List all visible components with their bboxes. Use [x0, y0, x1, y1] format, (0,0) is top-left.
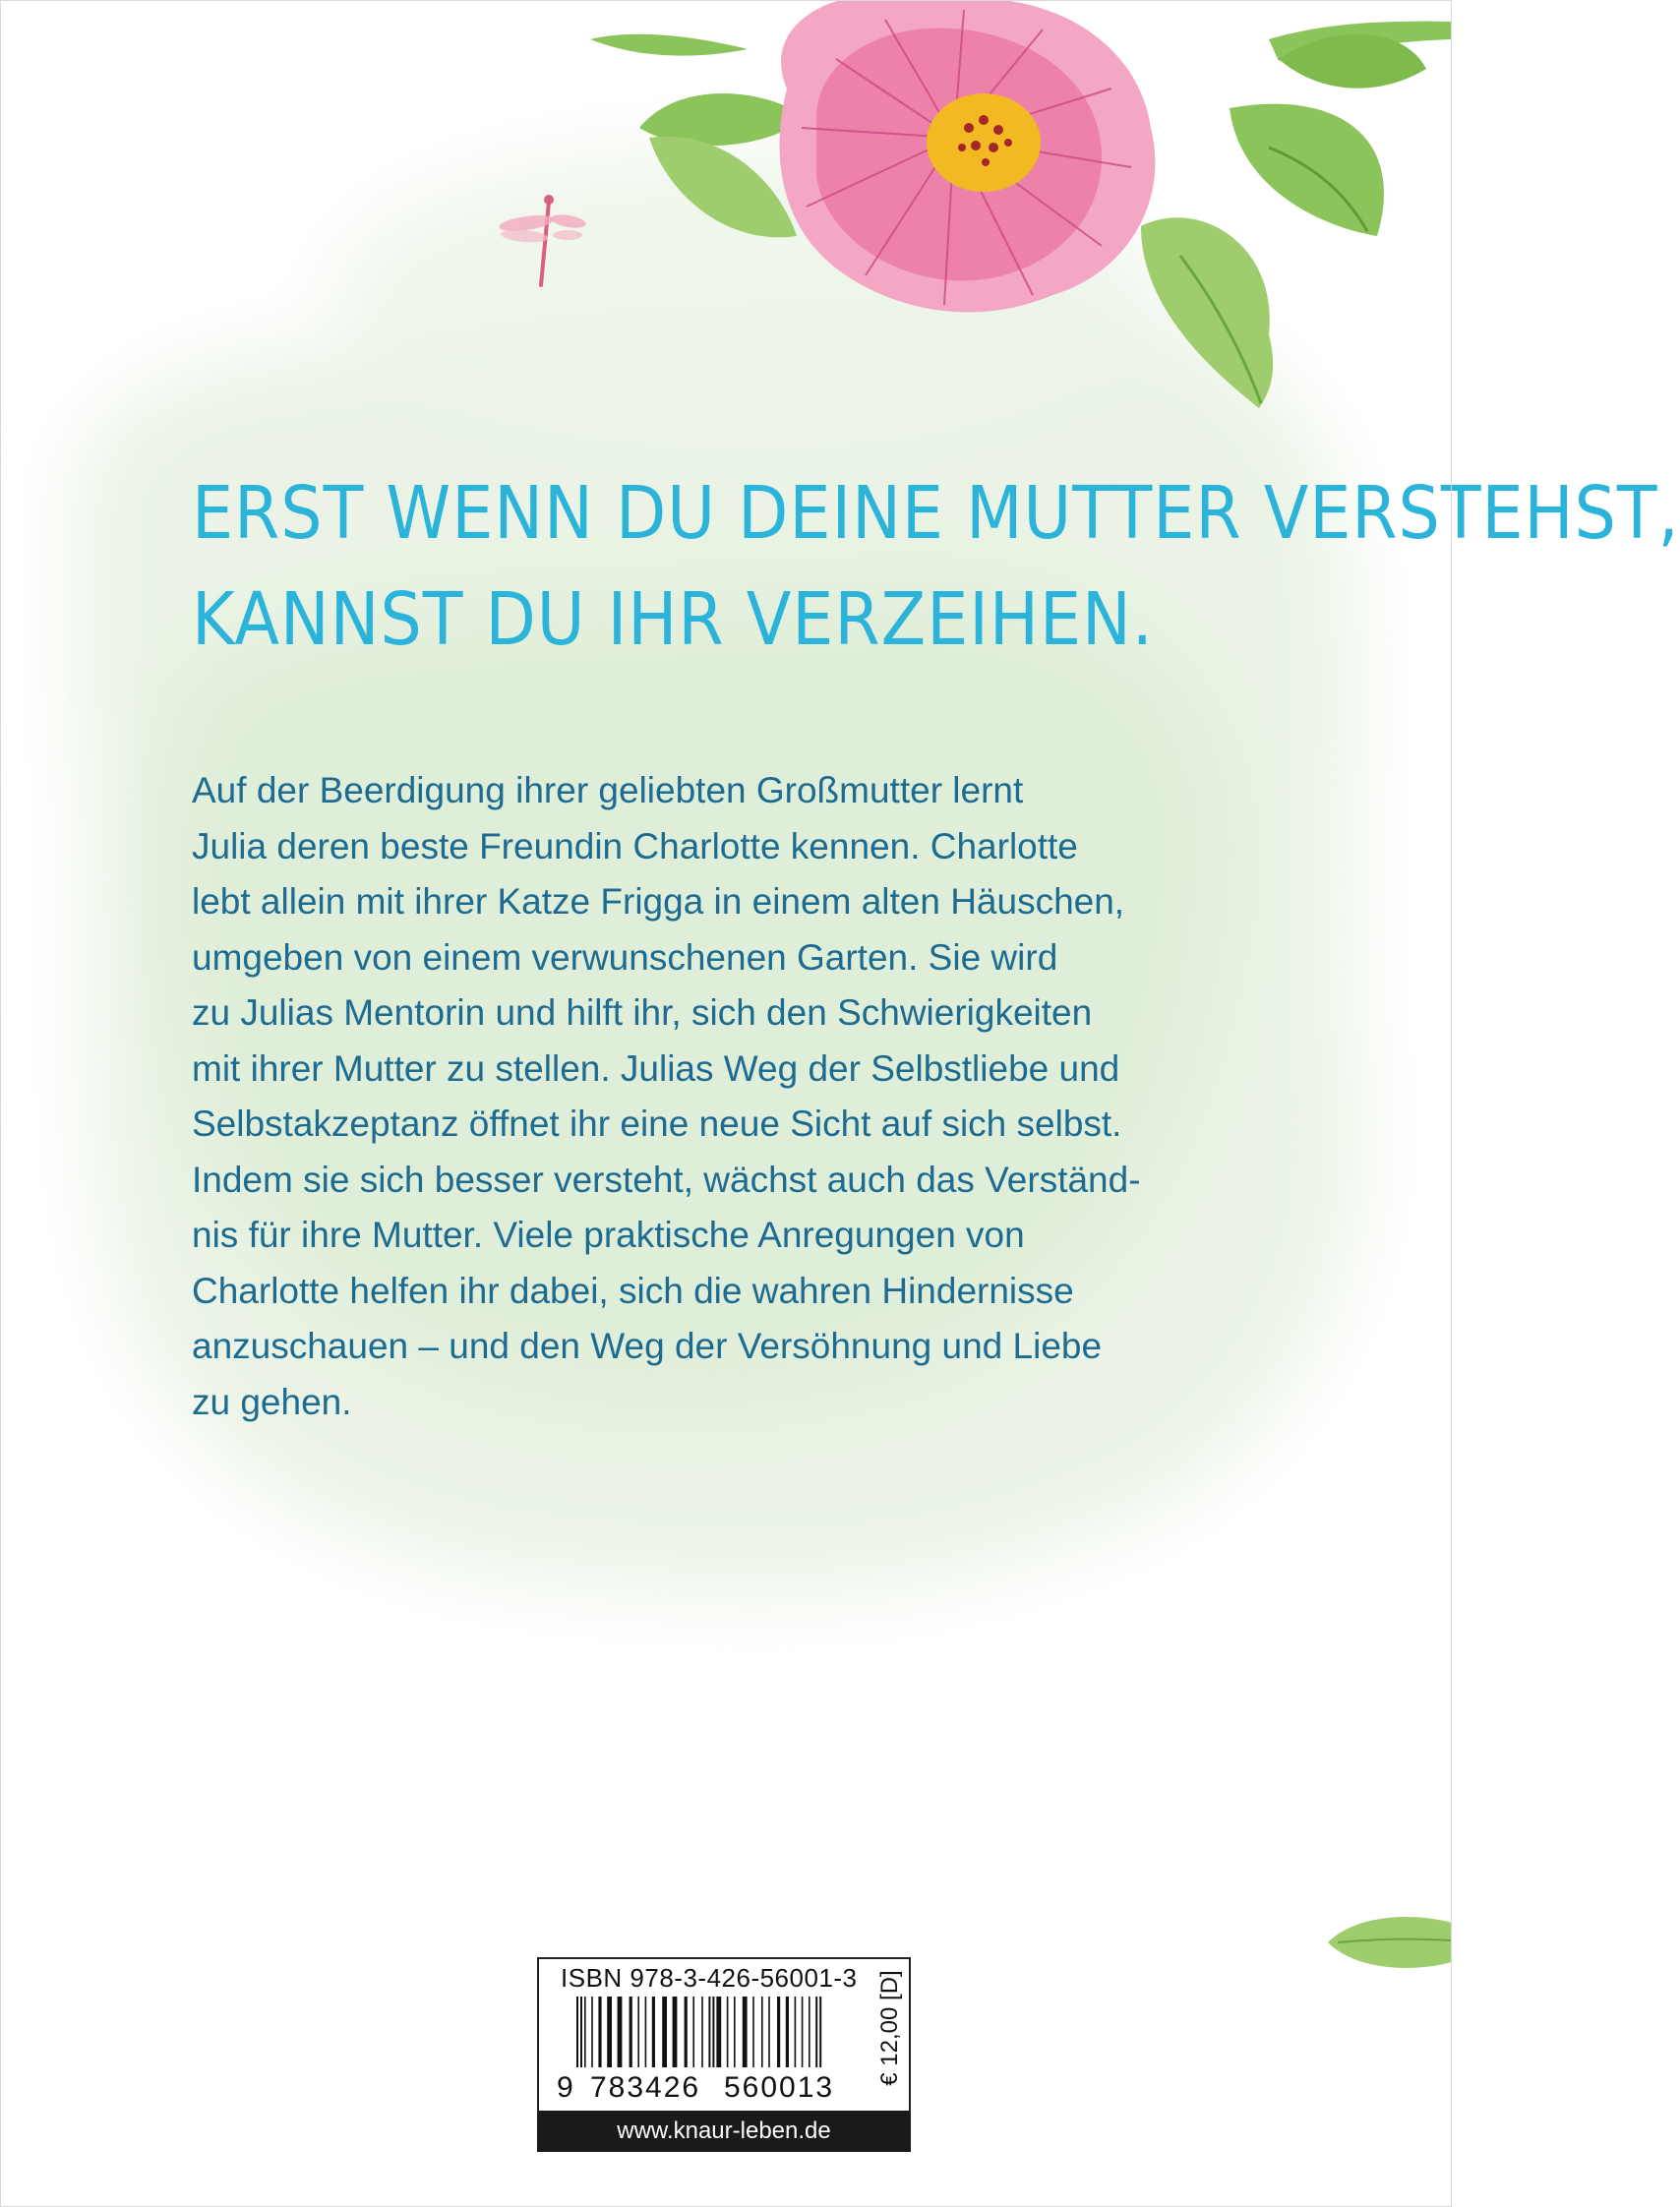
barcode-digit-first: 9: [557, 2071, 573, 2104]
barcode-bar: [727, 1997, 729, 2067]
barcode-bar: [652, 1997, 655, 2067]
barcode-bar: [685, 1997, 688, 2067]
blurb-line: mit ihrer Mutter zu stellen. Julias Weg der Selbstliebe und: [192, 1047, 1120, 1089]
barcode-bar: [692, 1997, 694, 2067]
blurb-line: umgeben von einem verwunschenen Garten. Sie wird: [192, 936, 1058, 978]
barcode-bar: [786, 1997, 789, 2067]
blurb-line: Selbstakzeptanz öffnet ihr eine neue Sicht auf sich selbst.: [192, 1104, 1122, 1144]
headline: [192, 460, 1680, 673]
blurb-line: Indem sie sich besser versteht, wächst auch das Verständ-: [192, 1159, 1141, 1200]
barcode-bar: [607, 1997, 612, 2067]
barcode-digits-right: 560013: [724, 2071, 835, 2104]
barcode-bar: [716, 1997, 721, 2067]
barcode-bar: [598, 1997, 601, 2067]
barcode-bar: [777, 1997, 780, 2067]
barcode-bar: [809, 1997, 810, 2067]
barcode-bar: [743, 1997, 748, 2067]
blurb-line: Auf der Beerdigung ihrer geliebten Großmutter lernt: [192, 770, 1024, 810]
barcode-bar: [673, 1997, 678, 2067]
barcode-bar: [752, 1997, 754, 2067]
barcode-bar: [645, 1997, 647, 2067]
barcode-bar: [662, 1997, 667, 2067]
leaf-icon: [1318, 1903, 1452, 1982]
barcode-bar: [761, 1997, 763, 2067]
barcode-bar: [802, 1997, 804, 2067]
headline-line-1: ERST WENN DU DEINE MUTTER VERSTEHST,: [192, 471, 1680, 556]
blurb-line: Charlotte helfen ihr dabei, sich die wahren Hindernisse: [192, 1270, 1074, 1311]
barcode-digits-left: 783426: [590, 2071, 701, 2104]
blurb-line: zu Julias Mentorin und hilft ihr, sich den Schwierigkeiten: [192, 992, 1093, 1033]
barcode-digits: [551, 2067, 866, 2107]
blurb-line: lebt allein mit ihrer Katze Frigga in einem alten Häuschen,: [192, 881, 1125, 922]
blurb-line: Julia deren beste Freundin Charlotte kennen. Charlotte: [192, 825, 1078, 866]
headline-line-2: KANNST DU IHR VERZEIHEN.: [192, 577, 1154, 662]
barcode-bar: [701, 1997, 703, 2067]
barcode-bar: [734, 1997, 736, 2067]
barcode-bar: [768, 1997, 770, 2067]
blurb-line: anzuschauen – und den Weg der Versöhnung und Liebe: [192, 1326, 1103, 1366]
price-label: € 12,00 [D]: [876, 1970, 903, 2086]
barcode-bar: [637, 1997, 639, 2067]
barcode-bar: [584, 1997, 586, 2067]
barcode-bar: [795, 1997, 797, 2067]
blurb-line: nis für ihre Mutter. Viele praktische Anregungen von: [192, 1215, 1025, 1255]
isbn-barcode: [537, 1957, 911, 2113]
dragonfly-icon: [492, 182, 585, 295]
hibiscus-flower-icon: [590, 0, 1452, 413]
barcode-bar: [630, 1997, 632, 2067]
blurb-line: zu gehen.: [192, 1381, 352, 1422]
publisher-url: www.knaur-leben.de: [537, 2111, 911, 2152]
barcode-bar: [618, 1997, 623, 2067]
barcode-bar: [591, 1997, 593, 2067]
blurb-text: [192, 763, 1303, 1430]
isbn-label: ISBN 978-3-426-56001-3: [561, 1963, 858, 1993]
